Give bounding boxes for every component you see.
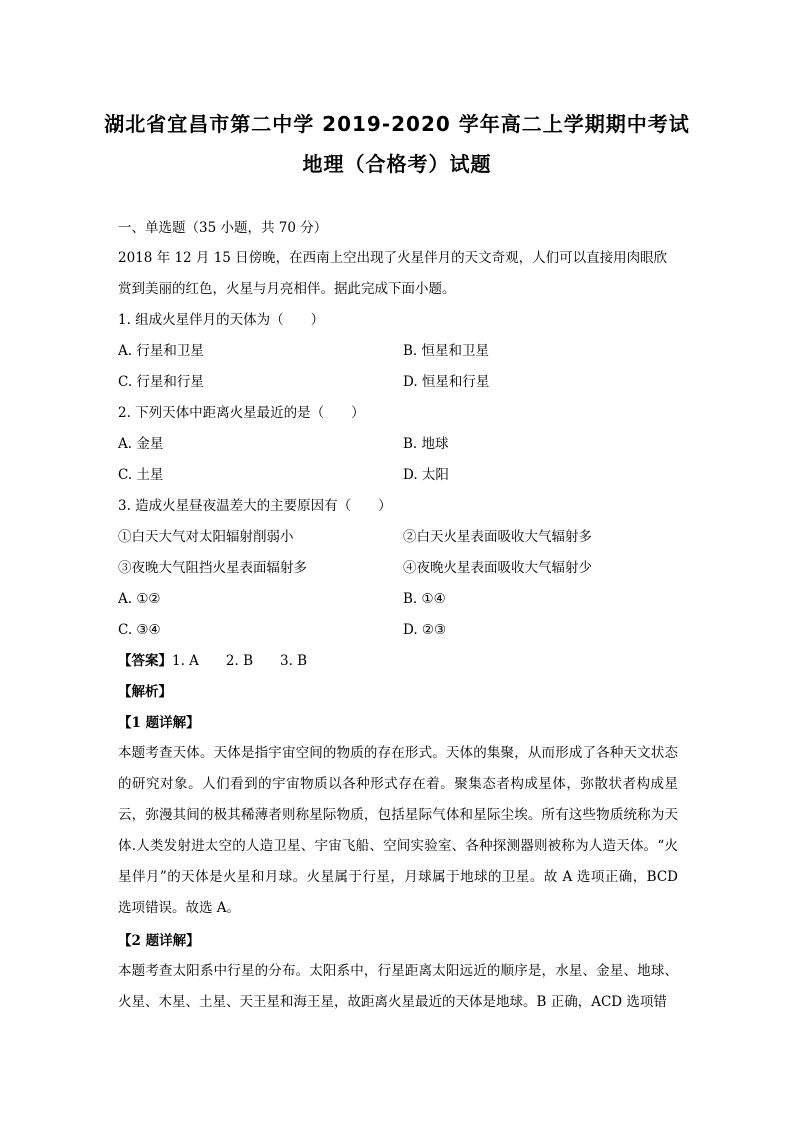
q3-option-a: A. ①② — [118, 591, 161, 607]
question-1-stem: 1. 组成火星伴月的天体为（ ） — [118, 312, 325, 328]
answer-row — [118, 652, 307, 670]
answer-text: 1. A 2. B 3. B — [172, 653, 308, 669]
q1-option-c: C. 行星和行星 — [118, 374, 204, 390]
document-title-line2: 地理（合格考）试题 — [302, 152, 492, 176]
q2-option-c: C. 土星 — [118, 467, 164, 483]
q3-option-c: C. ③④ — [118, 622, 161, 638]
detail-2-text: 本题考查太阳系中行星的分布。太阳系中，行星距离太阳远近的顺序是，水星、金星、地球、火星、木星、土星、天王星和海王星，故距离火星最近的天体是地球。B 正确，ACD 选项错 — [118, 963, 678, 1010]
detail-1-text: 本题考查天体。天体是指宇宙空间的物质的存在形式。天体的集聚，从而形成了各种天文状态的研究对象。人们看到的宇宙物质以各种形式存在着。聚集态者构成星体，弥散状者构成星云，弥漫其间的极其稀薄者则称星际物质，包括星际气体和星际尘埃。所有这些物质统称为天体.人类发射进太空的人造卫星、宇宙飞船、空间实验室、各种探测器则被称为人造天体。“火星伴月”的天体是火星和月球。火星属于行星，月球属于地球的卫星。故 A 选项正确，BCD 选项错误。故选 A。 — [118, 745, 678, 916]
question-3-stem: 3. 造成火星昼夜温差大的主要原因有（ ） — [118, 498, 392, 514]
q2-option-b: B. 地球 — [403, 436, 449, 452]
q3-statement-1: ①白天大气对太阳辐射削弱小 — [118, 529, 294, 545]
question-2-stem: 2. 下列天体中距离火星最近的是（ ） — [118, 405, 365, 421]
answer-label: 【答案】 — [118, 653, 172, 669]
q1-option-a: A. 行星和卫星 — [118, 343, 204, 359]
q3-statement-3: ③夜晚大气阻挡火星表面辐射多 — [118, 560, 307, 576]
q1-option-d: D. 恒星和行星 — [403, 374, 490, 390]
intro-line-1: 2018 年 12 月 15 日傍晚，在西南上空出现了火星伴月的天文奇观，人们可以直接用肉眼欣 — [118, 250, 668, 266]
q3-option-b: B. ①④ — [403, 591, 446, 607]
q1-option-b: B. 恒星和卫星 — [403, 343, 490, 359]
detail-1-label: 【1 题详解】 — [118, 715, 200, 731]
detail-2-label: 【2 题详解】 — [118, 933, 200, 949]
intro-line-2: 赏到美丽的红色，火星与月亮相伴。据此完成下面小题。 — [118, 281, 456, 297]
analysis-label: 【解析】 — [118, 684, 172, 700]
q3-statement-4: ④夜晚火星表面吸收大气辐射少 — [403, 560, 592, 576]
q3-statement-2: ②白天火星表面吸收大气辐射多 — [403, 529, 592, 545]
section-heading: 一、单选题（35 小题，共 70 分） — [118, 220, 328, 236]
q2-option-d: D. 太阳 — [403, 467, 449, 483]
document-title-line1: 湖北省宜昌市第二中学 2019-2020 学年高二上学期期中考试 — [104, 112, 690, 136]
q2-option-a: A. 金星 — [118, 436, 164, 452]
q3-option-d: D. ②③ — [403, 622, 447, 638]
